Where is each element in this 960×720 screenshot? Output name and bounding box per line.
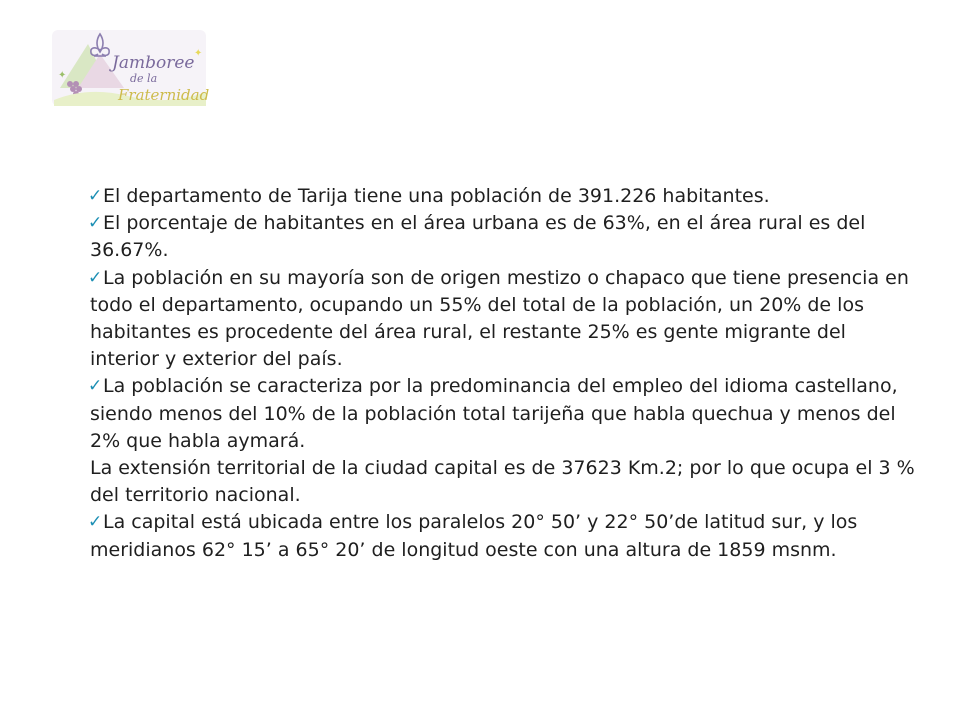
list-item: [90, 455, 920, 509]
list-item-text: La población en su mayoría son de origen mestizo o chapaco que tiene presencia en todo el departamento, ocupando un 55% del total de la población, un 20% de los habitantes es procedente del área rural, el restante 25% es gente migrante del interior y exterior del país.: [90, 266, 909, 371]
list-item-text: La capital está ubicada entre los paralelos 20° 50’ y 22° 50’de latitud sur, y los meridianos 62° 15’ a 65° 20’ de longitud oeste con una altura de 1859 msnm.: [90, 511, 858, 561]
logo-title-line1: Jamboree: [112, 53, 195, 73]
list-item: [90, 183, 920, 210]
bullet-list: [90, 183, 920, 564]
checkmark-bullet-icon: ✓: [88, 213, 103, 234]
logo-title-line2: de la: [130, 72, 158, 85]
logo-title-line3: Fraternidad: [118, 86, 210, 104]
checkmark-bullet-icon: ✓: [88, 512, 103, 533]
list-item: [90, 210, 920, 264]
jamboree-logo-graphic: [48, 26, 210, 110]
checkmark-bullet-icon: ✓: [88, 376, 103, 397]
list-item-text: El porcentaje de habitantes en el área urbana es de 63%, en el área rural es del 36.67%.: [90, 212, 866, 262]
checkmark-bullet-icon: ✓: [88, 267, 103, 288]
list-item: [90, 509, 920, 563]
star-icon: ✦: [58, 70, 67, 81]
checkmark-bullet-icon: ✓: [88, 186, 103, 206]
list-item: [90, 265, 920, 374]
list-item: [90, 373, 920, 455]
star-icon: ✦: [194, 48, 203, 59]
list-item-text: La extensión territorial de la ciudad capital es de 37623 Km.2; por lo que ocupa el 3 % del territorio nacional.: [90, 457, 915, 507]
list-item-text: La población se caracteriza por la predominancia del empleo del idioma castellano, siendo menos del 10% de la población total tarijeña que habla quechua y menos del 2% que habla aymará.: [90, 375, 898, 452]
list-item-text: El departamento de Tarija tiene una población de 391.226 habitantes.: [103, 185, 770, 207]
jamboree-logo: [48, 26, 210, 110]
